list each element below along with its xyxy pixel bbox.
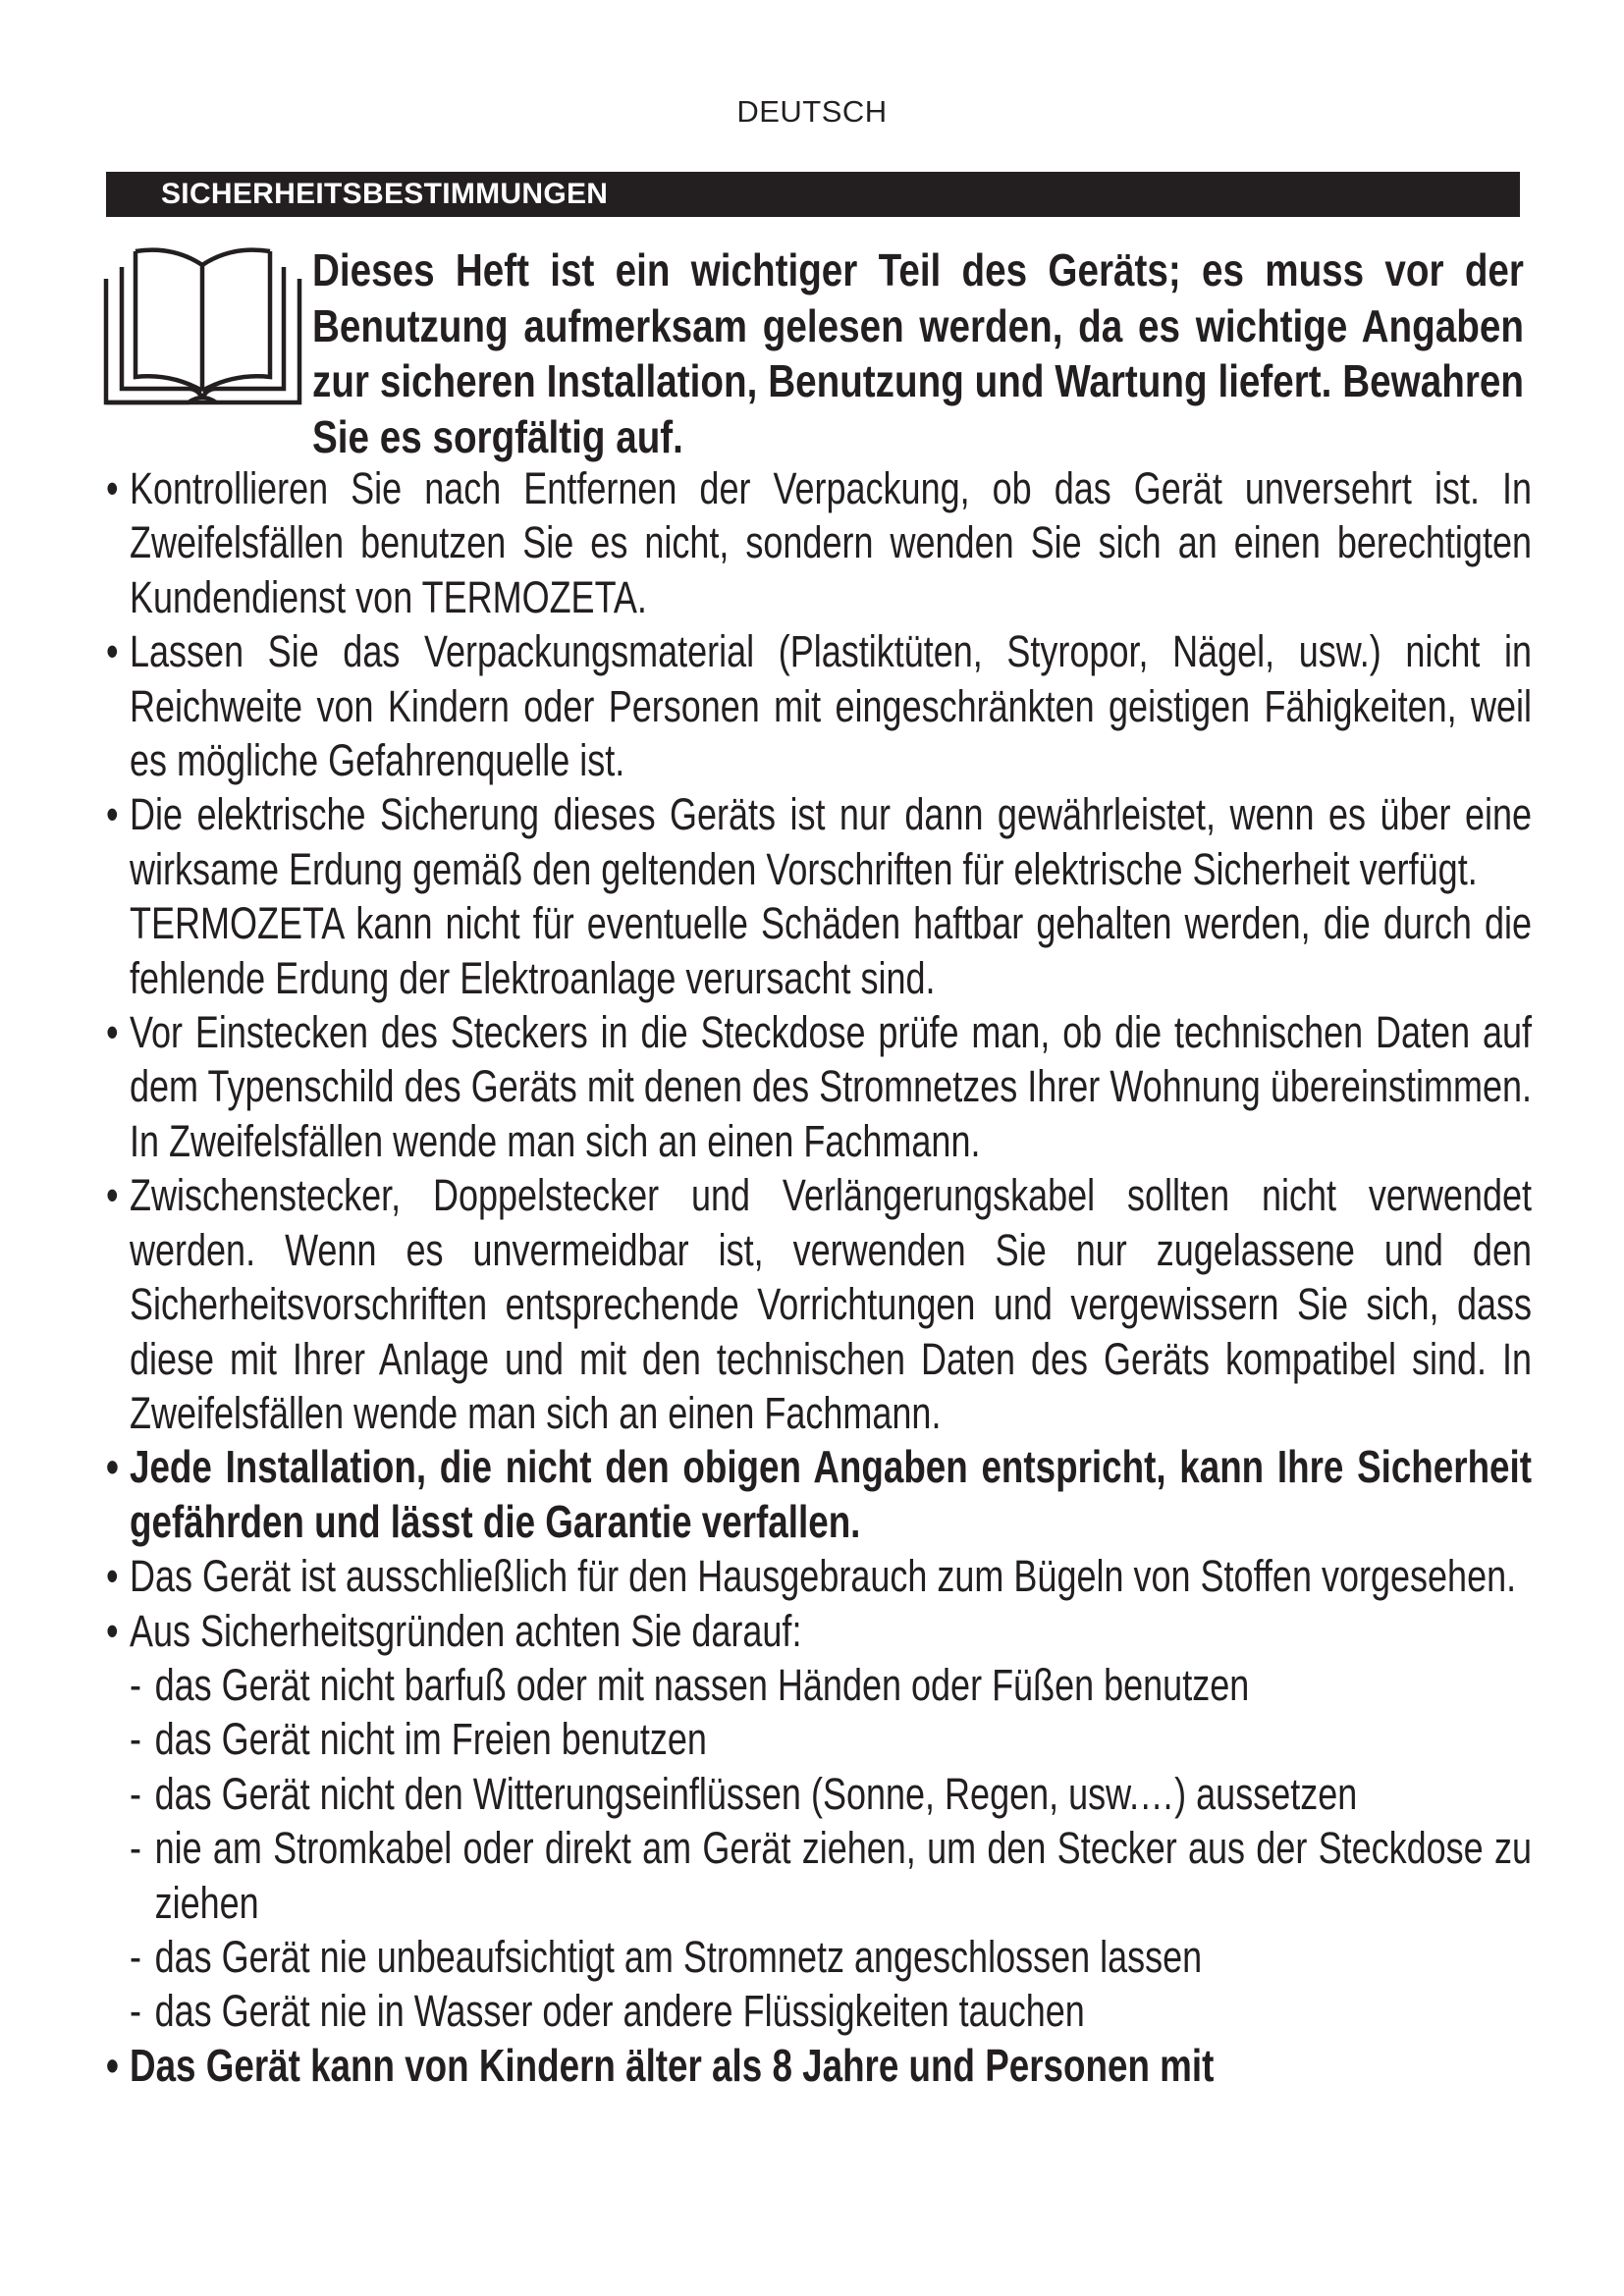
- sub-item: [106, 1984, 1532, 2038]
- bullet: •: [106, 1605, 119, 1656]
- bullet: •: [106, 463, 119, 513]
- sub-item-text: das Gerät nicht barfuß oder mit nassen Händen oder Füßen benutzen: [154, 1659, 1250, 1710]
- sub-item: [106, 1712, 1532, 1766]
- list-item-warning: [106, 2039, 1532, 2093]
- list-item: [106, 1549, 1532, 1603]
- open-book-icon: [102, 241, 303, 408]
- list-item: [106, 787, 1532, 1005]
- section-title: SICHERHEITSBESTIMMUNGEN: [161, 178, 609, 210]
- sub-item: [106, 1767, 1532, 1821]
- bullet: •: [106, 2039, 119, 2091]
- intro-paragraph: Dieses Heft ist ein wichtiger Teil des Geräts; es muss vor der Benutzung aufmerksam gelesen werden, da es wichtige Angaben zur sicheren Installation, Benutzung und Wartung liefert. Bewahren Sie es sorgfältig auf.: [312, 244, 1524, 462]
- item-text: Jede Installation, die nicht den obigen Angaben entspricht, kann Ihre Sicherheit gefährden und lässt die Garantie verfallen.: [130, 1441, 1532, 1547]
- item-text: Kontrollieren Sie nach Entfernen der Verpackung, ob das Gerät unversehrt ist. In Zweifelsfällen benutzen Sie es nicht, sondern wenden Sie sich an einen berechtigten Kundendienst von TERMOZETA.: [130, 463, 1532, 622]
- list-item: [106, 1604, 1532, 1658]
- sub-item-text: das Gerät nicht im Freien benutzen: [154, 1714, 707, 1765]
- section-title-bar: [106, 172, 1520, 217]
- item-text: Das Gerät ist ausschließlich für den Hausgebrauch zum Bügeln von Stoffen vorgesehen.: [130, 1551, 1517, 1602]
- list-item-warning: [106, 1440, 1532, 1549]
- bullet: •: [106, 789, 119, 840]
- safety-list: [106, 461, 1532, 2093]
- sub-item: [106, 1821, 1532, 1930]
- item-text: Das Gerät kann von Kindern älter als 8 Jahre und Personen mit: [130, 2039, 1215, 2091]
- dash: -: [130, 1931, 141, 1982]
- list-item: [106, 624, 1532, 787]
- item-text: Lassen Sie das Verpackungsmaterial (Plastiktüten, Styropor, Nägel, usw.) nicht in Reichweite von Kindern oder Personen mit eingeschränkten geistigen Fähigkeiten, weil es mögliche Gefahrenquelle ist.: [130, 626, 1532, 786]
- list-item: [106, 1005, 1532, 1168]
- item-text: Zwischenstecker, Doppelstecker und Verlängerungskabel sollten nicht verwendet werden. Wenn es unvermeidbar ist, verwenden Sie nur zugelassene und den Sicherheitsvorschriften entsprechende Vorrichtungen und vergewissern Sie sich, dass diese mit Ihrer Anlage und mit den technischen Daten des Geräts kompatibel sind. In Zweifelsfällen wende man sich an einen Fachmann.: [130, 1170, 1532, 1438]
- sub-item-text: nie am Stromkabel oder direkt am Gerät ziehen, um den Stecker aus der Steckdose zu ziehen: [154, 1823, 1533, 1928]
- item-text-continued: TERMOZETA kann nicht für eventuelle Schäden haftbar gehalten werden, die durch die fehlende Erdung der Elektroanlage verursacht sind.: [130, 898, 1532, 1003]
- dash: -: [130, 1823, 141, 1874]
- sub-item: [106, 1930, 1532, 1984]
- safety-items: [106, 461, 1532, 2093]
- list-item: [106, 461, 1532, 624]
- item-text: Die elektrische Sicherung dieses Geräts ist nur dann gewährleistet, wenn es über eine wirksame Erdung gemäß den geltenden Vorschriften für elektrische Sicherheit verfügt.: [130, 789, 1532, 894]
- bullet: •: [106, 1551, 119, 1602]
- bullet: •: [106, 1441, 119, 1493]
- item-text: Vor Einstecken des Steckers in die Steckdose prüfe man, ob die technischen Daten auf dem Typenschild des Geräts mit denen des Stromnetzes Ihrer Wohnung übereinstimmen. In Zweifelsfällen wende man sich an einen Fachmann.: [130, 1007, 1532, 1166]
- bullet: •: [106, 626, 119, 677]
- sub-item-text: das Gerät nicht den Witterungseinflüssen (Sonne, Regen, usw.…) aussetzen: [154, 1768, 1358, 1819]
- dash: -: [130, 1714, 141, 1765]
- list-item: [106, 1168, 1532, 1440]
- language-label: DEUTSCH: [736, 94, 888, 129]
- dash: -: [130, 1768, 141, 1819]
- bullet: •: [106, 1170, 119, 1221]
- sub-item: [106, 1658, 1532, 1712]
- item-text: Aus Sicherheitsgründen achten Sie darauf:: [130, 1605, 802, 1656]
- sub-item-text: das Gerät nie unbeaufsichtigt am Stromnetz angeschlossen lassen: [154, 1931, 1203, 1982]
- dash: -: [130, 1986, 141, 2037]
- bullet: •: [106, 1007, 119, 1058]
- dash: -: [130, 1659, 141, 1710]
- sub-item-text: das Gerät nie in Wasser oder andere Flüssigkeiten tauchen: [154, 1986, 1085, 2037]
